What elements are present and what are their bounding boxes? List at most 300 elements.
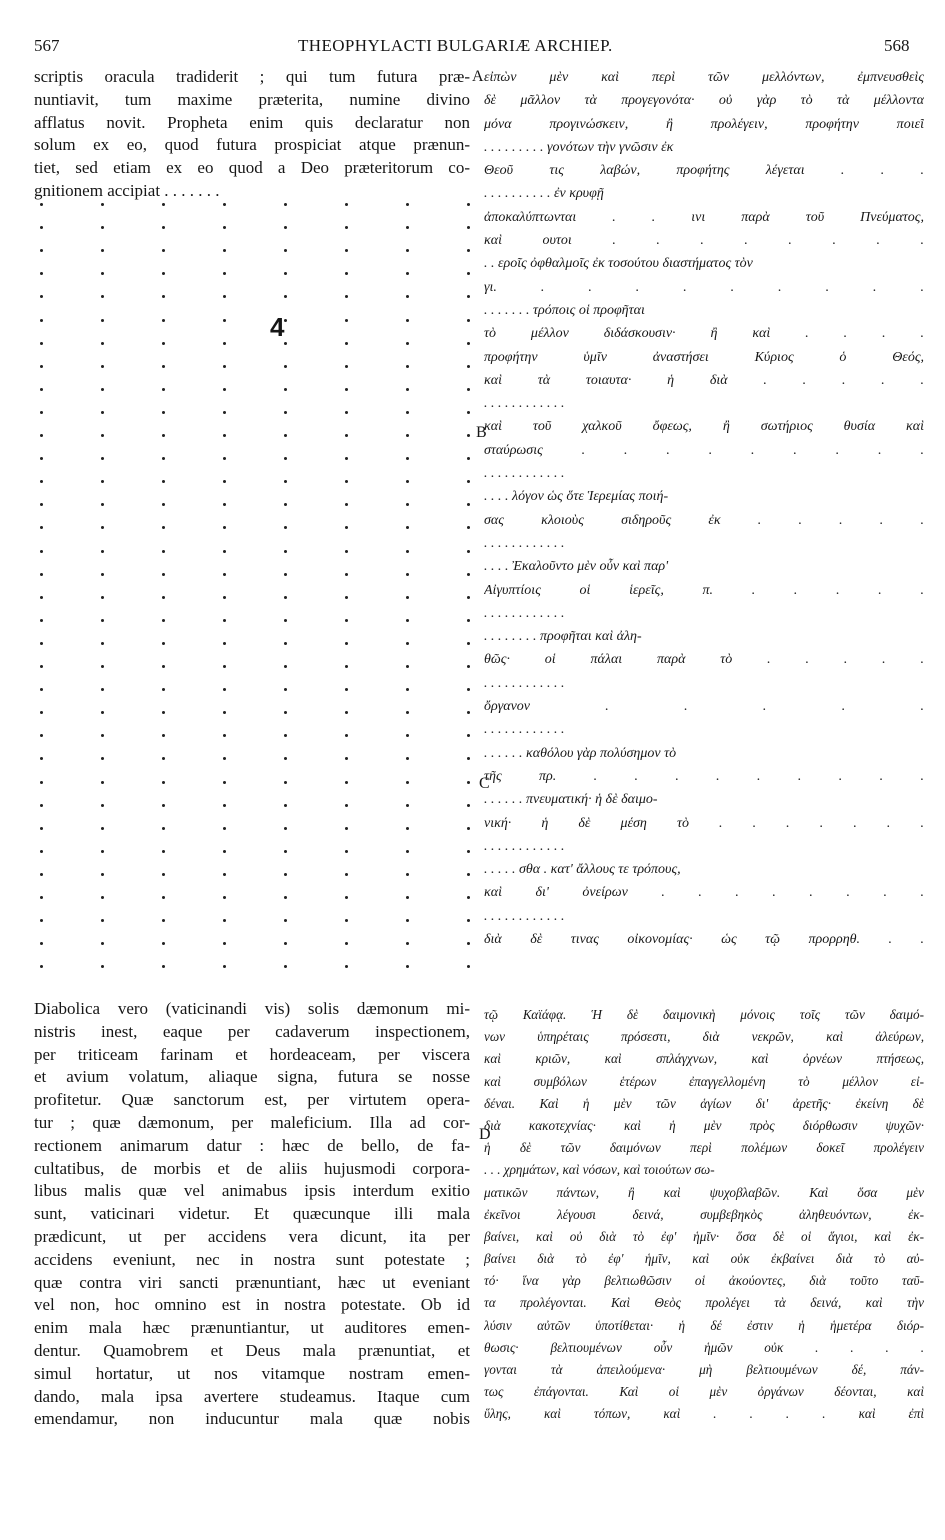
greek-line: . . . . . . . . . . . .	[484, 605, 565, 621]
lacuna-dot	[101, 665, 104, 668]
lacuna-dot	[284, 711, 287, 714]
lacuna-dot	[223, 757, 226, 760]
greek-line: . . . . . . . . . . . .	[484, 535, 565, 551]
latin-line: tur ; quæ dæmonum, per maleficium. Illa ad cor-	[34, 1112, 470, 1132]
lacuna-dot	[345, 503, 348, 506]
lacuna-dot	[467, 365, 470, 368]
latin-line: tiet, sed etiam ex eo quod a Deo præteritorum co-	[34, 158, 470, 178]
lacuna-dot	[101, 365, 104, 368]
latin-line: enim mala hæc prænuntiantur, ut auditores emen-	[34, 1318, 470, 1338]
greek-line: τὸ μέλλον διδάσκουσιν· ἢ καὶ . . . .	[484, 326, 924, 342]
latin-line: accidens eveniunt, nec in nostra sunt potestate ;	[34, 1249, 470, 1269]
lacuna-dot	[223, 342, 226, 345]
lacuna-dot	[467, 965, 470, 968]
greek-line: Θεοῦ τις λαβών, προφήτης λέγεται . . .	[484, 163, 924, 179]
lacuna-dot	[101, 573, 104, 576]
lacuna-dot	[223, 873, 226, 876]
lacuna-dot	[345, 619, 348, 622]
lacuna-dot	[406, 734, 409, 737]
lacuna-dot	[284, 365, 287, 368]
latin-line: afflatus novit. Propheta enim quis declaratur non	[34, 112, 470, 132]
lacuna-dot	[345, 827, 348, 830]
section-marker-c: C	[479, 775, 490, 792]
lacuna-dot	[284, 781, 287, 784]
lacuna-dot	[40, 526, 43, 529]
lacuna-dot	[101, 480, 104, 483]
greek-line: καὶ συμβόλων ἑτέρων ἐπαγγελλομένη τὸ μέλλον εἰ-	[484, 1073, 924, 1089]
lacuna-dot	[40, 827, 43, 830]
lacuna-dot	[101, 388, 104, 391]
lacuna-dot	[467, 619, 470, 622]
greek-line: καὶ ουτοι . . . . . . . .	[484, 233, 924, 249]
lacuna-dot	[101, 642, 104, 645]
lacuna-dot	[345, 665, 348, 668]
lacuna-dot	[162, 734, 165, 737]
lacuna-dot	[223, 226, 226, 229]
lacuna-dot	[40, 665, 43, 668]
lacuna-dot	[467, 827, 470, 830]
lacuna-dot	[406, 573, 409, 576]
latin-line: vel non, hoc omnino est in nostra potestate. Ob id	[34, 1295, 470, 1315]
greek-line: σας κλοιοὺς σιδηροῦς ἐκ . . . . .	[484, 512, 924, 528]
latin-line: simul hortatur, ut nos vitamque nostram emen-	[34, 1363, 470, 1383]
lacuna-dot	[223, 827, 226, 830]
lacuna-dot	[467, 873, 470, 876]
lacuna-dot	[101, 919, 104, 922]
lacuna-dot	[467, 757, 470, 760]
lacuna-dot	[223, 596, 226, 599]
lacuna-dot	[40, 503, 43, 506]
lacuna-dot	[223, 203, 226, 206]
lacuna-dot	[406, 711, 409, 714]
lacuna-dot	[223, 365, 226, 368]
lacuna-dot	[467, 781, 470, 784]
lacuna-dot	[101, 942, 104, 945]
latin-column-top	[34, 66, 470, 203]
lacuna-dot	[467, 734, 470, 737]
section-marker-b: B	[476, 424, 487, 441]
running-header	[0, 36, 945, 58]
lacuna-dot	[223, 434, 226, 437]
greek-line: βαίνει διὰ τὸ ἐφ' ἡμῖν, καὶ οὐκ ἐκβαίνει διὰ τὸ αὐ-	[484, 1251, 924, 1267]
lacuna-dot	[162, 411, 165, 414]
lacuna-dot	[467, 203, 470, 206]
lacuna-dot	[467, 434, 470, 437]
lacuna-dot	[40, 619, 43, 622]
lacuna-dot	[406, 526, 409, 529]
lacuna-dot	[101, 272, 104, 275]
lacuna-dot	[101, 781, 104, 784]
lacuna-dot	[162, 896, 165, 899]
latin-line: gnitionem accipiat . . . . . . .	[34, 180, 220, 200]
lacuna-dot	[284, 480, 287, 483]
lacuna-dot	[406, 550, 409, 553]
lacuna-dot	[284, 804, 287, 807]
latin-line: profitetur. Quæ sanctorum est, per virtutem opera-	[34, 1090, 470, 1110]
lacuna-dot	[162, 249, 165, 252]
greek-line: . . . . Ἐκαλοῦντο μὲν οὖν καὶ παρ'	[484, 559, 669, 575]
lacuna-dot	[223, 850, 226, 853]
lacuna-dot	[467, 272, 470, 275]
lacuna-dot	[101, 503, 104, 506]
section-marker-d: D	[479, 1126, 491, 1143]
lacuna-dot	[162, 319, 165, 322]
lacuna-dot	[40, 896, 43, 899]
lacuna-dot	[162, 596, 165, 599]
lacuna-dot	[40, 480, 43, 483]
lacuna-dot	[162, 203, 165, 206]
latin-line: quæ contra viri sancti prænuntiant, hæc ut eveniant	[34, 1272, 470, 1292]
lacuna-dot	[162, 480, 165, 483]
lacuna-dot	[345, 249, 348, 252]
lacuna-dot	[284, 757, 287, 760]
greek-line: μόνα προγινώσκειν, ἢ προλέγειν, προφήτην ποιεῖ	[484, 116, 924, 132]
lacuna-dot	[345, 919, 348, 922]
lacuna-dot	[284, 249, 287, 252]
lacuna-dot	[40, 573, 43, 576]
latin-line: Diabolica vero (vaticinandi vis) solis dæmonum mi-	[34, 999, 470, 1018]
lacuna-dot	[101, 734, 104, 737]
greek-line: . . . . . . . . . . ἐν κρυφῇ	[484, 186, 604, 202]
lacuna-dot	[101, 434, 104, 437]
lacuna-dot	[162, 827, 165, 830]
lacuna-dot	[162, 573, 165, 576]
greek-line: Αἰγυπτίοις οἱ ἱερεῖς, π. . . . . .	[484, 582, 924, 598]
lacuna-dot	[101, 965, 104, 968]
lacuna-dot	[40, 249, 43, 252]
lacuna-dot	[406, 757, 409, 760]
lacuna-dot	[467, 919, 470, 922]
greek-line: . . εροῖς ὀφθαλμοῖς ἐκ τοσούτου διαστήματος τὸν	[484, 256, 753, 272]
lacuna-dot	[284, 203, 287, 206]
lacuna-dot	[223, 272, 226, 275]
lacuna-dot	[284, 272, 287, 275]
lacuna-dot	[162, 711, 165, 714]
lacuna-dot	[406, 272, 409, 275]
lacuna-dot	[467, 596, 470, 599]
greek-line: . . . . . . . . . . . .	[484, 396, 565, 412]
lacuna-dot	[345, 573, 348, 576]
lacuna-dot	[406, 342, 409, 345]
lacuna-dot	[284, 942, 287, 945]
lacuna-dot	[345, 642, 348, 645]
lacuna-dot	[223, 942, 226, 945]
lacuna-dot	[101, 873, 104, 876]
lacuna-dot	[284, 919, 287, 922]
lacuna-dot	[284, 573, 287, 576]
lacuna-dot	[40, 319, 43, 322]
lacuna-dot	[101, 804, 104, 807]
lacuna-dot	[467, 249, 470, 252]
lacuna-dot	[162, 688, 165, 691]
lacuna-dot	[40, 804, 43, 807]
lacuna-dot	[467, 942, 470, 945]
lacuna-dot	[162, 550, 165, 553]
greek-line: διὰ κακοτεχνίας· καὶ ἡ μὲν πρὸς διόρθωσιν ψυχῶν·	[484, 1117, 924, 1133]
lacuna-dot	[406, 249, 409, 252]
lacuna-dot	[406, 781, 409, 784]
lacuna-dot	[345, 942, 348, 945]
lacuna-dot	[101, 226, 104, 229]
greek-line: . . . . . . . . . . . .	[484, 675, 565, 691]
greek-line: . . . . . . . . . . . .	[484, 908, 565, 924]
lacuna-dot	[284, 550, 287, 553]
lacuna-dot	[406, 295, 409, 298]
lacuna-dot	[406, 388, 409, 391]
latin-line: rectionem animarum datur : hæc de bello, de fa-	[34, 1135, 470, 1155]
lacuna-dot	[284, 965, 287, 968]
lacuna-dot	[406, 365, 409, 368]
lacuna-dot	[345, 203, 348, 206]
lacuna-dot	[467, 896, 470, 899]
greek-line: . . . . . . . τρόποις οἱ προφῆται	[484, 302, 645, 318]
lacuna-dot	[345, 411, 348, 414]
lacuna-dot	[40, 781, 43, 784]
lacuna-dot	[467, 342, 470, 345]
lacuna-dot	[345, 319, 348, 322]
greek-line: καὶ δι' ὀνείρων . . . . . . . .	[484, 885, 924, 901]
lacuna-dot	[467, 411, 470, 414]
lacuna-dot	[223, 711, 226, 714]
lacuna-dot	[406, 503, 409, 506]
lacuna-dot	[223, 734, 226, 737]
lacuna-dot	[406, 919, 409, 922]
lacuna-dot	[284, 873, 287, 876]
lacuna-dot	[101, 757, 104, 760]
lacuna-dot	[162, 365, 165, 368]
lacuna-dot	[40, 226, 43, 229]
lacuna-dot	[223, 388, 226, 391]
lacuna-dot	[406, 203, 409, 206]
lacuna-dot	[162, 388, 165, 391]
lacuna-dot	[101, 619, 104, 622]
lacuna-dot	[345, 734, 348, 737]
greek-line: ὄργανον . . . . .	[484, 699, 924, 715]
latin-line: per triticeam farinam et hordeaceam, per viscera	[34, 1044, 470, 1064]
greek-line: δὲ μᾶλλον τὰ προγεγονότα· οὐ γὰρ τὸ τὰ μέλλοντα	[484, 93, 924, 109]
lacuna-dot	[467, 226, 470, 229]
greek-line: ἐκεῖνοι λέγουσι δεινά, συμβεβηκὸς ἀληθευόντων, ἐκ-	[484, 1206, 924, 1222]
lacuna-dot	[162, 642, 165, 645]
lacuna-dot	[223, 965, 226, 968]
lacuna-dot	[467, 388, 470, 391]
latin-line: libus malis quæ vel animabus ipsis interdum exitio	[34, 1181, 470, 1201]
running-title: THEOPHYLACTI BULGARIÆ ARCHIEP.	[298, 36, 613, 55]
lacuna-dot	[284, 457, 287, 460]
lacuna-dot	[345, 711, 348, 714]
lacuna-dot	[101, 596, 104, 599]
lacuna-dot	[223, 319, 226, 322]
lacuna-dot	[406, 896, 409, 899]
lacuna-dot	[101, 295, 104, 298]
lacuna-marker: 4	[270, 312, 285, 342]
greek-line: τῆς πρ. . . . . . . . . .	[484, 768, 924, 784]
lacuna-dot	[40, 965, 43, 968]
lacuna-dot	[101, 319, 104, 322]
lacuna-dot	[406, 434, 409, 437]
lacuna-dot	[406, 942, 409, 945]
lacuna-dot	[284, 850, 287, 853]
lacuna-dot	[467, 295, 470, 298]
greek-column-top	[484, 66, 924, 951]
lacuna-dot	[284, 503, 287, 506]
lacuna-dot	[345, 850, 348, 853]
lacuna-dot	[162, 850, 165, 853]
lacuna-dot	[40, 388, 43, 391]
greek-line: . . . . . . καθόλου γὰρ πολύσημον τὸ	[484, 745, 677, 761]
lacuna-dot	[223, 526, 226, 529]
lacuna-dot	[223, 295, 226, 298]
lacuna-dot	[162, 942, 165, 945]
page-number-left: 567	[34, 36, 60, 55]
lacuna-dot	[162, 757, 165, 760]
lacuna-dot	[162, 665, 165, 668]
lacuna-dot	[223, 896, 226, 899]
lacuna-dot	[40, 295, 43, 298]
greek-line: . . . . . σθα . κατ' ἄλλους τε τρόπους,	[484, 862, 681, 878]
lacuna-dot	[406, 596, 409, 599]
greek-line: σταύρωσις . . . . . . . . .	[484, 442, 924, 458]
lacuna-dot	[467, 804, 470, 807]
lacuna-dot	[101, 711, 104, 714]
lacuna-dot	[467, 319, 470, 322]
greek-line: ματικῶν πάντων, ἢ καὶ ψυχοβλαβῶν. Καὶ ὅσα μὲν	[484, 1184, 924, 1200]
lacuna-dot	[406, 665, 409, 668]
lacuna-dot	[467, 550, 470, 553]
lacuna-dot	[345, 550, 348, 553]
lacuna-dot	[345, 965, 348, 968]
lacuna-dot	[345, 781, 348, 784]
lacuna-dot	[284, 596, 287, 599]
lacuna-dot	[284, 688, 287, 691]
lacuna-dot	[162, 342, 165, 345]
section-marker-a: A	[472, 68, 484, 85]
lacuna-dot	[284, 434, 287, 437]
latin-lacuna-dots	[34, 203, 470, 989]
greek-column-bottom	[484, 1004, 924, 1426]
greek-line: τα προλέγονται. Καὶ Θεὸς προλέγει τὰ δεινά, καὶ τὴν	[484, 1295, 924, 1311]
page-number-right: 568	[884, 36, 910, 55]
greek-line: ὕλης, καὶ τόπων, καὶ . . . . καὶ ἐπὶ	[484, 1406, 924, 1422]
lacuna-dot	[345, 388, 348, 391]
lacuna-dot	[223, 781, 226, 784]
lacuna-dot	[40, 203, 43, 206]
lacuna-dot	[223, 457, 226, 460]
lacuna-dot	[345, 480, 348, 483]
lacuna-dot	[284, 734, 287, 737]
lacuna-dot	[101, 896, 104, 899]
lacuna-dot	[223, 480, 226, 483]
lacuna-dot	[101, 850, 104, 853]
lacuna-dot	[162, 503, 165, 506]
lacuna-dot	[467, 665, 470, 668]
lacuna-dot	[345, 457, 348, 460]
latin-line: dentur. Quamobrem et Deus mala prænuntiat, et	[34, 1340, 470, 1360]
lacuna-dot	[406, 827, 409, 830]
lacuna-dot	[406, 873, 409, 876]
lacuna-dot	[162, 965, 165, 968]
lacuna-dot	[40, 596, 43, 599]
lacuna-dot	[467, 457, 470, 460]
greek-line: δέναι. Καὶ ἡ μὲν τῶν ἁγίων δι' ἀρετῆς· ἐκείνη δὲ	[484, 1095, 924, 1111]
lacuna-dot	[467, 503, 470, 506]
greek-line: νική· ἡ δὲ μέση τὸ . . . . . . .	[484, 815, 924, 831]
greek-line: ἡ δὲ τῶν δαιμόνων περὶ πολέμων δοκεῖ προλέγειν	[484, 1140, 924, 1156]
latin-line: nuntiavit, tum maxime præterita, numine divino	[34, 89, 470, 109]
lacuna-dot	[284, 642, 287, 645]
latin-line: dando, mala ipsa avertere studeamus. Itaque cum	[34, 1386, 470, 1406]
greek-line: προφήτην ὑμῖν ἀναστήσει Κύριος ὁ Θεός,	[484, 349, 924, 365]
lacuna-dot	[223, 573, 226, 576]
lacuna-dot	[162, 272, 165, 275]
greek-line: τως ἐπάγονται. Καὶ οἱ μὲν ὀργάνων δέονται, καὶ	[484, 1384, 924, 1400]
lacuna-dot	[101, 342, 104, 345]
lacuna-dot	[345, 873, 348, 876]
lacuna-dot	[284, 526, 287, 529]
lacuna-dot	[40, 550, 43, 553]
lacuna-dot	[345, 226, 348, 229]
lacuna-dot	[40, 942, 43, 945]
lacuna-dot	[345, 434, 348, 437]
lacuna-dot	[345, 295, 348, 298]
greek-line: καὶ τὰ τοιαυτα· ἡ διὰ . . . . .	[484, 372, 924, 388]
lacuna-dot	[40, 688, 43, 691]
lacuna-dot	[345, 757, 348, 760]
lacuna-dot	[345, 365, 348, 368]
lacuna-dot	[223, 249, 226, 252]
lacuna-dot	[223, 550, 226, 553]
greek-line: τῷ Καϊάφᾳ. Ἡ δὲ δαιμονικὴ μόνοις τοῖς τῶν δαιμό-	[484, 1007, 924, 1022]
lacuna-dot	[467, 526, 470, 529]
latin-line: solum ex eo, quod futura prospiciat atque prænun-	[34, 135, 470, 155]
lacuna-dot	[345, 804, 348, 807]
lacuna-dot	[284, 619, 287, 622]
lacuna-dot	[40, 434, 43, 437]
lacuna-dot	[345, 526, 348, 529]
lacuna-dot	[223, 619, 226, 622]
greek-line: . . . . . . . . . . . .	[484, 466, 565, 482]
latin-line: prædicunt, ut per accidens vera dicunt, ita per	[34, 1226, 470, 1246]
lacuna-dot	[284, 827, 287, 830]
lacuna-dot	[223, 642, 226, 645]
latin-column-bottom	[34, 998, 470, 1431]
greek-line: καὶ τοῦ χαλκοῦ ὄφεως, ἢ σωτήριος θυσία καὶ	[484, 419, 924, 435]
greek-line: γονται τὰ ἀπειλούμενα· μὴ βελτιουμένων δέ, πάν-	[484, 1362, 924, 1377]
lacuna-dot	[162, 295, 165, 298]
lacuna-dot	[223, 411, 226, 414]
lacuna-dot	[406, 804, 409, 807]
lacuna-dot	[345, 596, 348, 599]
latin-line: scriptis oracula tradiderit ; qui tum futura præ-	[34, 67, 470, 86]
lacuna-dot	[223, 919, 226, 922]
greek-line: βαίνει, καὶ οὐ διὰ τὸ ἐφ' ἡμῖν· ὅσα δὲ οἱ ἅγιοι, καὶ ἐκ-	[484, 1228, 924, 1244]
lacuna-dot	[40, 711, 43, 714]
lacuna-dot	[40, 734, 43, 737]
lacuna-dot	[40, 411, 43, 414]
lacuna-dot	[467, 711, 470, 714]
lacuna-dot	[406, 226, 409, 229]
lacuna-dot	[284, 226, 287, 229]
greek-line: γι. . . . . . . . . .	[484, 279, 924, 295]
lacuna-dot	[406, 480, 409, 483]
lacuna-dot	[406, 965, 409, 968]
lacuna-dot	[467, 573, 470, 576]
lacuna-dot	[406, 850, 409, 853]
greek-line: ἀποκαλύπτωνται . . ινι παρὰ τοῦ Πνεύματος,	[484, 209, 924, 225]
lacuna-dot	[162, 873, 165, 876]
greek-line: . . . . . . . . προφῆται καὶ ἀλη-	[484, 629, 642, 645]
lacuna-dot	[467, 850, 470, 853]
